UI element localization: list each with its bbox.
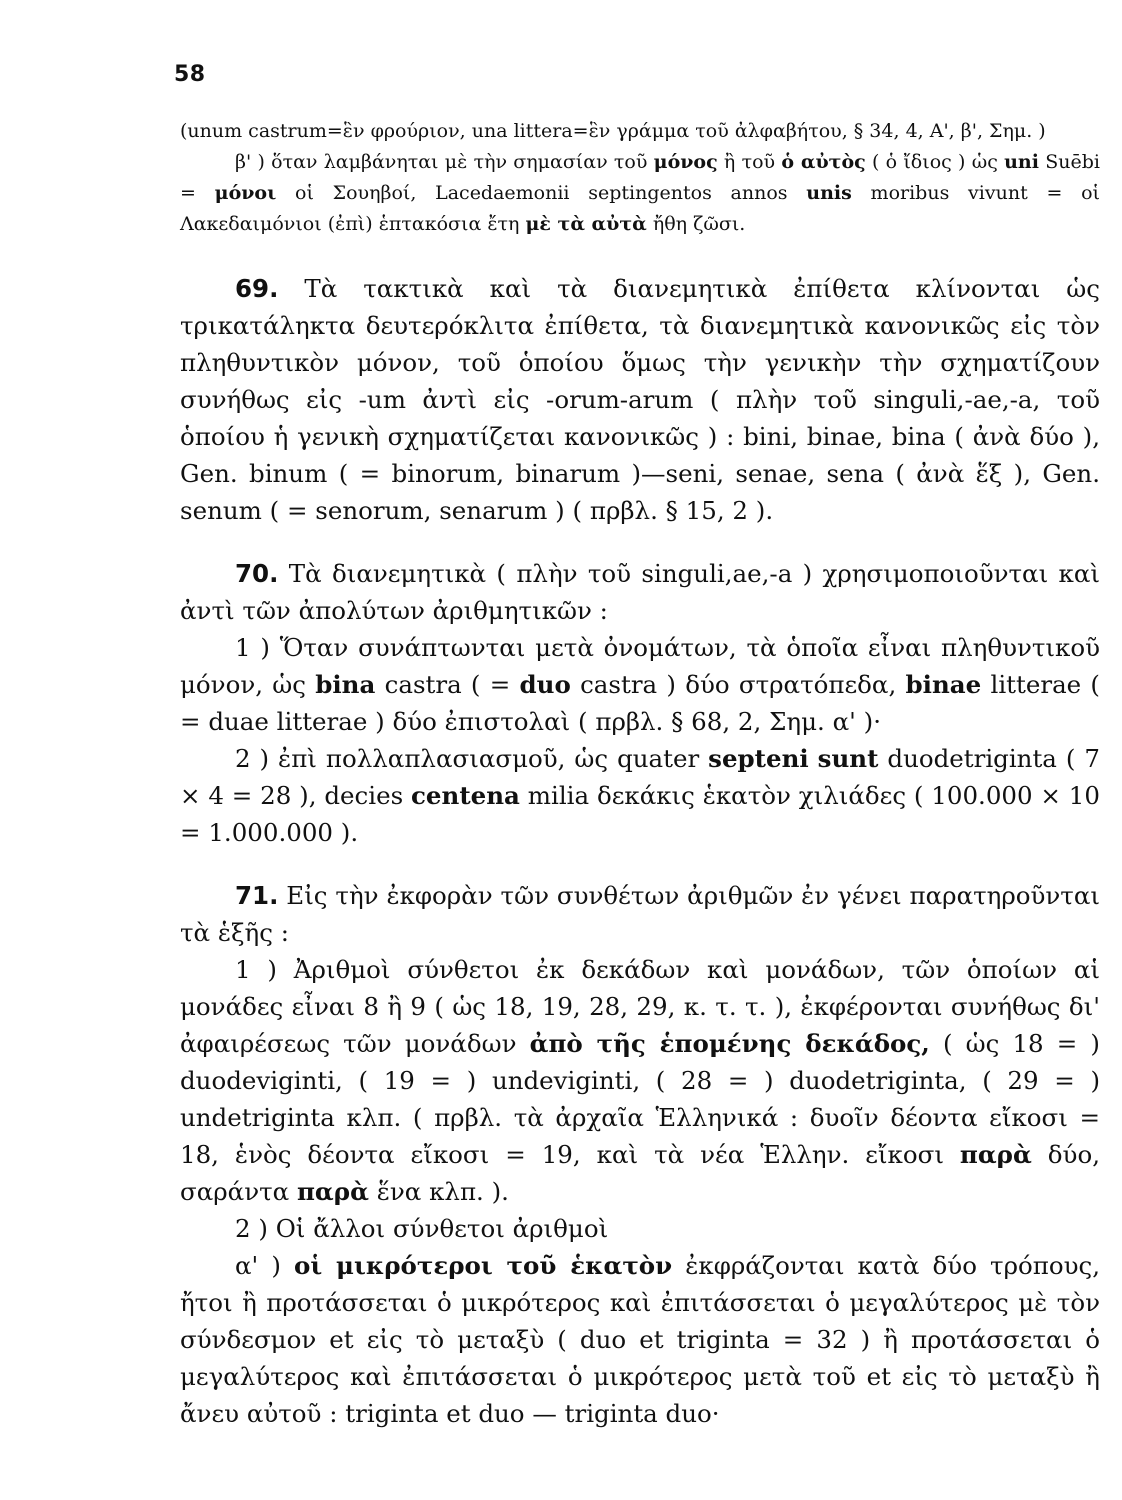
text-span: duodetriginta ( 7 × 4 = 28 ), decies bbox=[180, 744, 1100, 810]
bold-term: μόνος bbox=[653, 151, 718, 173]
bold-term: παρὰ bbox=[959, 1140, 1032, 1169]
text-span: 1 ) Ὅταν συνάπτωνται μετὰ ὀνομάτων, τὰ ὁποῖα εἶναι πληθυντικοῦ μόνον, ὡς bbox=[180, 633, 1100, 699]
bold-term: μόνοι bbox=[214, 182, 277, 204]
note-line-unum: (unum castrum=ἓν φρούριον, una littera=ἓν γράμμα τοῦ ἀλφαβήτου, § 34, 4, Α', β', Σημ. ) bbox=[180, 120, 1046, 142]
section-71-point-2: 2 ) Οἱ ἄλλοι σύνθετοι ἀριθμοὶ bbox=[235, 1214, 609, 1243]
bold-term: unis bbox=[806, 182, 852, 204]
bold-term: uni bbox=[1004, 151, 1039, 173]
section-text: Εἰς τὴν ἐκφορὰν τῶν συνθέτων ἀριθμῶν ἐν γένει παρατηροῦνται τὰ ἑξῆς : bbox=[180, 881, 1100, 947]
section-71-point-2a bbox=[180, 1247, 1100, 1432]
text-span: ἢ τοῦ bbox=[717, 151, 782, 173]
bold-term: sunt bbox=[817, 744, 879, 773]
text-span bbox=[809, 744, 818, 773]
section-text: Τὰ τακτικὰ καὶ τὰ διανεμητικὰ ἐπίθετα κλίνονται ὡς τρικατάληκτα δευτερόκλιτα ἐπίθετα, τὰ διανεμητικὰ κανονικῶς εἰς τὸν πληθυντικὸν μόνον, τοῦ ὁποίου ὅμως τὴν γενικὴν τὴν σχηματίζουν συνήθως εἰς -um ἀντὶ εἰς -orum-arum ( πλὴν τοῦ singuli,-ae,-a, τοῦ ὁποίου ἡ γενικὴ σχηματίζεται κανονικῶς ) : bini, binae, bina ( ἀνὰ δύο ), Gen. binum ( = binorum, binarum )—seni, senae, sena ( ἀνὰ ἕξ ), Gen. senum ( = senorum, senarum ) ( πρβλ. § 15, 2 ). bbox=[180, 274, 1100, 525]
text-span: 2 ) ἐπὶ πολλαπλασιασμοῦ, ὡς quater bbox=[235, 744, 709, 773]
section-69 bbox=[180, 270, 1100, 529]
text-span: moribus vivunt = οἱ Λακεδαιμόνιοι (ἐπὶ) ἑπτακόσια ἔτη bbox=[180, 182, 1100, 235]
text-span: ( ὡς 18 = ) duodeviginti, ( 19 = ) undeviginti, ( 28 = ) duodetriginta, ( 29 = ) undetriginta κλπ. ( πρβλ. τὰ ἀρχαῖα Ἑλληνικά : δυοῖν δέοντα εἴκοσι = 18, ἑνὸς δέοντα εἴκοσι = 19, καὶ τὰ νέα Ἑλλην. εἴκοσι bbox=[180, 1029, 1100, 1169]
text-span: ἐκφράζονται κατὰ δύο τρόπους, ἤτοι ἢ προτάσσεται ὁ μικρότερος καὶ ἐπιτάσσεται ὁ μεγαλύτερος μὲ τὸν σύνδεσμον et εἰς τὸ μεταξὺ ( duo et triginta = 32 ) ἢ προτάσσεται ὁ μεγαλύτερος καὶ ἐπιτάσσεται ὁ μικρότερος μετὰ τοῦ et εἰς τὸ μεταξὺ ἢ ἄνευ αὐτοῦ : triginta et duo — triginta duo· bbox=[180, 1251, 1101, 1428]
section-number: 71. bbox=[235, 881, 279, 910]
bold-term: duo bbox=[519, 670, 571, 699]
text-span: οἱ Σουηβοί, Lacedaemonii septingentos annos bbox=[276, 182, 807, 204]
section-71 bbox=[180, 877, 1100, 951]
text-span: litterae ( = duae litterae ) δύο ἐπιστολαὶ ( πρβλ. § 68, 2, Σημ. α' )· bbox=[180, 670, 1100, 736]
bold-term: bina bbox=[315, 670, 376, 699]
text-span: ἕνα κλπ. ). bbox=[368, 1177, 509, 1206]
text-span: β' ) ὅταν λαμβάνηται μὲ τὴν σημασίαν τοῦ bbox=[235, 151, 654, 173]
section-71-point-1 bbox=[180, 951, 1100, 1210]
bold-term: binae bbox=[905, 670, 982, 699]
bold-term: ἀπὸ τῆς ἑπομένης δεκάδος, bbox=[529, 1029, 930, 1058]
section-number: 70. bbox=[235, 559, 279, 588]
text-span: milia δεκάκις ἑκατὸν χιλιάδες ( 100.000 × 10 = 1.000.000 ). bbox=[180, 781, 1100, 847]
bold-term: οἱ μικρότεροι τοῦ ἑκατὸν bbox=[294, 1251, 673, 1280]
text-span: ἤθη ζῶσι. bbox=[646, 213, 746, 235]
section-70-point-2 bbox=[180, 740, 1100, 851]
text-span: α' ) bbox=[235, 1251, 295, 1280]
text-span: ( ὁ ἴδιος ) ὡς bbox=[865, 151, 1005, 173]
section-70 bbox=[180, 555, 1100, 629]
text-span: 1 ) Ἀριθμοὶ σύνθετοι ἐκ δεκάδων καὶ μονάδων, τῶν ὁποίων αἱ μονάδες εἶναι 8 ἢ 9 ( ὡς 18, 19, 28, 29, κ. τ. τ. ), ἐκφέρονται συνήθως δι' ἀφαιρέσεως τῶν μονάδων bbox=[180, 955, 1100, 1058]
page-content bbox=[180, 116, 1100, 1432]
text-span: δύο, σαράντα bbox=[180, 1140, 1100, 1206]
main-text bbox=[180, 270, 1100, 1432]
top-note-block bbox=[180, 116, 1100, 240]
page-number: 58 bbox=[174, 62, 206, 87]
section-70-point-1 bbox=[180, 629, 1100, 740]
bold-term: septeni bbox=[708, 744, 809, 773]
note-paragraph-b bbox=[180, 147, 1100, 240]
text-span: castra ( = bbox=[375, 670, 520, 699]
text-span: Suēbi = bbox=[180, 151, 1100, 204]
bold-term: παρὰ bbox=[297, 1177, 369, 1206]
section-text: Τὰ διανεμητικὰ ( πλὴν τοῦ singuli,ae,-a ) χρησιμοποιοῦνται καὶ ἀντὶ τῶν ἀπολύτων ἀριθμητικῶν : bbox=[180, 559, 1100, 625]
bold-term: centena bbox=[411, 781, 520, 810]
bold-term: ὁ αὐτὸς bbox=[781, 151, 866, 173]
bold-term: μὲ τὰ αὐτὰ bbox=[525, 213, 647, 235]
section-number: 69. bbox=[235, 274, 279, 303]
text-span: castra ) δύο στρατόπεδα, bbox=[570, 670, 906, 699]
